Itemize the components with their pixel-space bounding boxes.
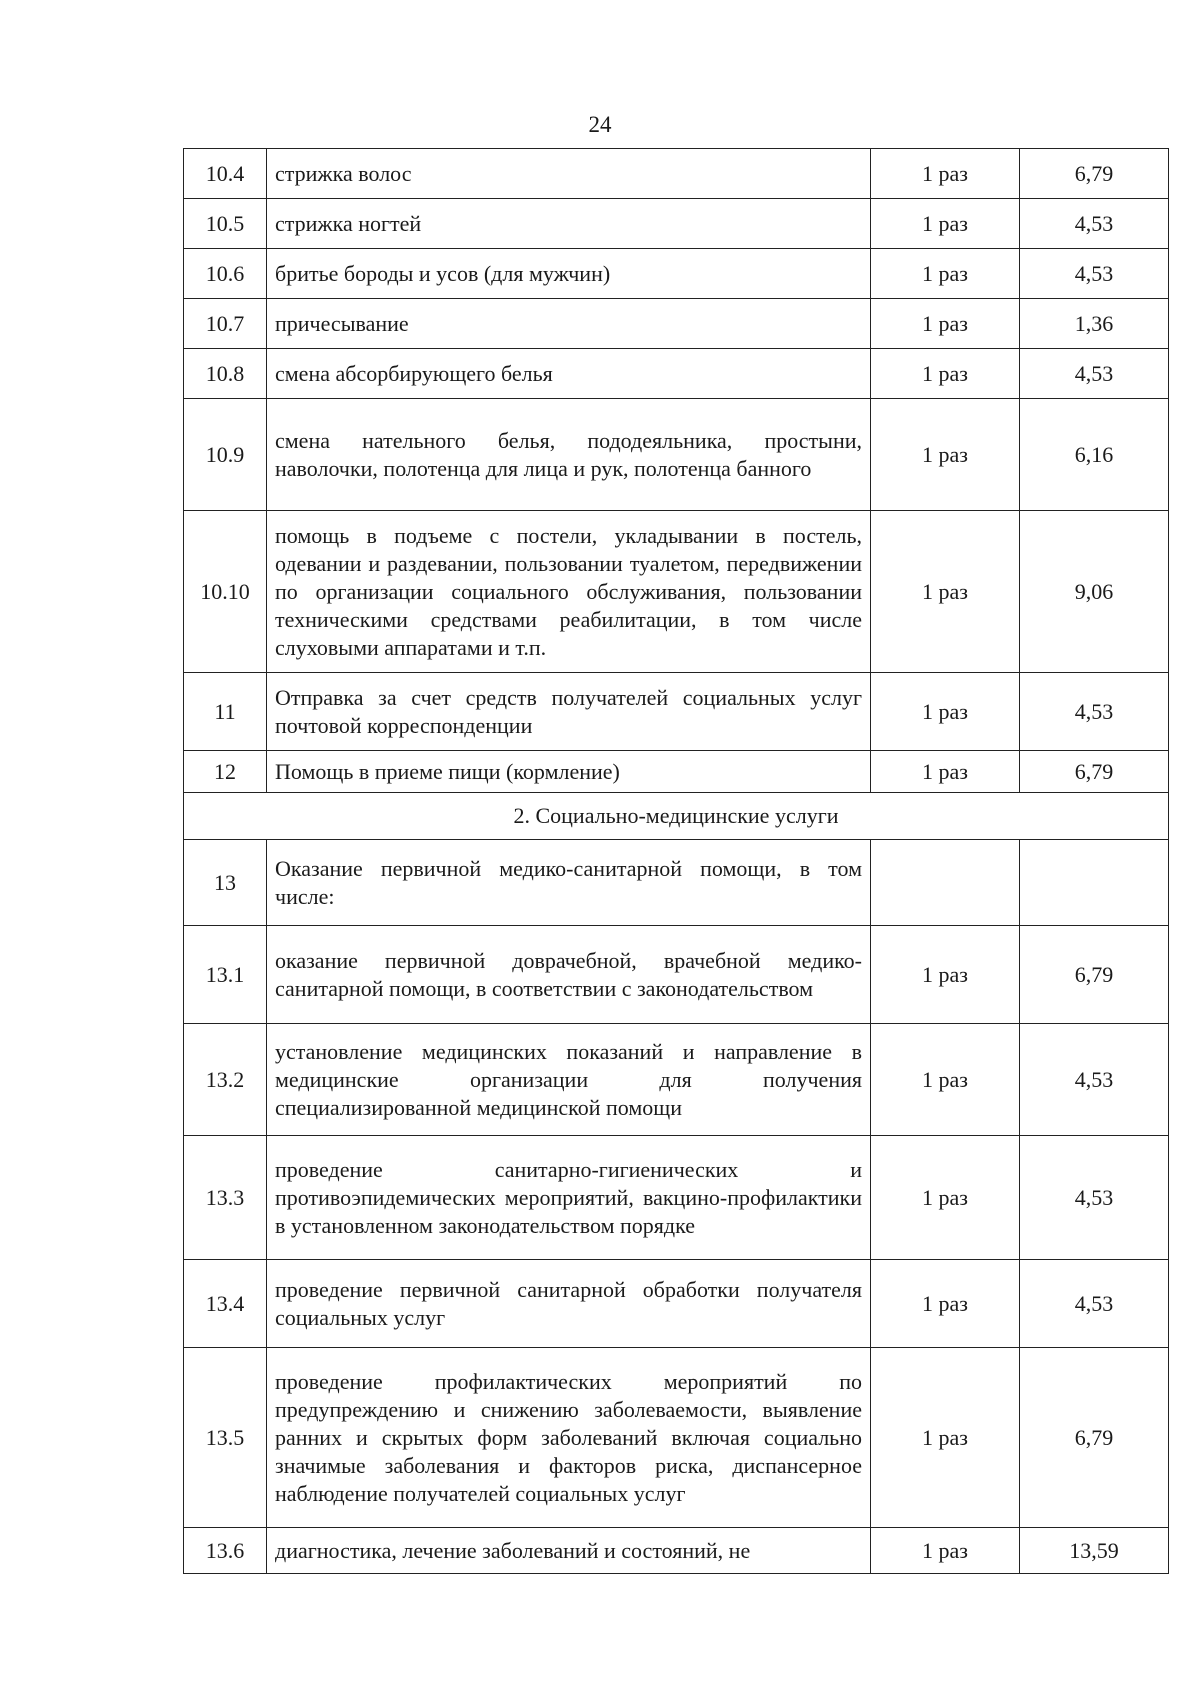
row-number: 12	[184, 751, 267, 793]
row-number: 10.7	[184, 299, 267, 349]
table-row	[184, 1260, 1169, 1348]
service-price: 6,79	[1020, 1348, 1169, 1528]
row-number: 10.10	[184, 511, 267, 673]
service-unit: 1 раз	[871, 1528, 1020, 1574]
service-unit: 1 раз	[871, 299, 1020, 349]
service-description: диагностика, лечение заболеваний и состояний, не	[267, 1528, 871, 1574]
row-number: 13.6	[184, 1528, 267, 1574]
service-description: проведение профилактических мероприятий по предупреждению и снижению заболеваемости, выявление ранних и скрытых форм заболеваний включая социально значимые заболевания и факторов риска, диспансерное наблюдение получателей социальных услуг	[267, 1348, 871, 1528]
service-price: 6,16	[1020, 399, 1169, 511]
service-price: 4,53	[1020, 199, 1169, 249]
table-row	[184, 199, 1169, 249]
row-number: 10.5	[184, 199, 267, 249]
row-number: 13.1	[184, 926, 267, 1024]
table-row	[184, 1024, 1169, 1136]
service-description: смена абсорбирующего белья	[267, 349, 871, 399]
service-price: 6,79	[1020, 751, 1169, 793]
service-price: 4,53	[1020, 673, 1169, 751]
service-unit: 1 раз	[871, 511, 1020, 673]
service-unit: 1 раз	[871, 1260, 1020, 1348]
row-number: 13.2	[184, 1024, 267, 1136]
table-row	[184, 926, 1169, 1024]
table-row	[184, 349, 1169, 399]
row-number: 13.5	[184, 1348, 267, 1528]
row-number: 11	[184, 673, 267, 751]
service-unit: 1 раз	[871, 399, 1020, 511]
service-description: бритье бороды и усов (для мужчин)	[267, 249, 871, 299]
table-row	[184, 299, 1169, 349]
service-unit: 1 раз	[871, 149, 1020, 199]
service-description: причесывание	[267, 299, 871, 349]
service-price: 4,53	[1020, 349, 1169, 399]
service-description: Оказание первичной медико-санитарной помощи, в том числе:	[267, 840, 871, 926]
service-price: 4,53	[1020, 1260, 1169, 1348]
service-description: Отправка за счет средств получателей социальных услуг почтовой корреспонденции	[267, 673, 871, 751]
service-unit: 1 раз	[871, 249, 1020, 299]
table-row	[184, 511, 1169, 673]
page-number: 24	[588, 112, 612, 137]
service-unit: 1 раз	[871, 1024, 1020, 1136]
service-price: 6,79	[1020, 926, 1169, 1024]
service-description: установление медицинских показаний и направление в медицинские организации для получения специализированной медицинской помощи	[267, 1024, 871, 1136]
section-heading: 2. Социально-медицинские услуги	[184, 793, 1169, 840]
row-number: 10.6	[184, 249, 267, 299]
section-row	[184, 793, 1169, 840]
service-description: проведение первичной санитарной обработки получателя социальных услуг	[267, 1260, 871, 1348]
table-row	[184, 751, 1169, 793]
row-number: 10.4	[184, 149, 267, 199]
service-description: помощь в подъеме с постели, укладывании в постель, одевании и раздевании, пользовании туалетом, передвижении по организации социального обслуживания, пользовании техническими средствами реабилитации, в том числе слуховыми аппаратами и т.п.	[267, 511, 871, 673]
service-price: 1,36	[1020, 299, 1169, 349]
service-price: 13,59	[1020, 1528, 1169, 1574]
table-row	[184, 249, 1169, 299]
row-number: 13.4	[184, 1260, 267, 1348]
table-row	[184, 840, 1169, 926]
service-unit: 1 раз	[871, 751, 1020, 793]
service-price	[1020, 840, 1169, 926]
service-unit: 1 раз	[871, 1136, 1020, 1260]
service-description: стрижка волос	[267, 149, 871, 199]
row-number: 13.3	[184, 1136, 267, 1260]
table-row	[184, 1348, 1169, 1528]
service-unit: 1 раз	[871, 673, 1020, 751]
service-price: 9,06	[1020, 511, 1169, 673]
table-row	[184, 149, 1169, 199]
service-unit: 1 раз	[871, 926, 1020, 1024]
service-price: 4,53	[1020, 249, 1169, 299]
service-description: проведение санитарно-гигиенических и противоэпидемических мероприятий, вакцино-профилактики в установленном законодательством порядке	[267, 1136, 871, 1260]
table-row	[184, 1528, 1169, 1574]
services-table	[183, 148, 1169, 1574]
service-unit: 1 раз	[871, 349, 1020, 399]
table-row	[184, 1136, 1169, 1260]
table-row	[184, 673, 1169, 751]
service-unit	[871, 840, 1020, 926]
service-unit: 1 раз	[871, 199, 1020, 249]
service-description: оказание первичной доврачебной, врачебной медико-санитарной помощи, в соответствии с законодательством	[267, 926, 871, 1024]
service-price: 4,53	[1020, 1136, 1169, 1260]
row-number: 10.8	[184, 349, 267, 399]
service-description: Помощь в приеме пищи (кормление)	[267, 751, 871, 793]
service-price: 4,53	[1020, 1024, 1169, 1136]
row-number: 10.9	[184, 399, 267, 511]
row-number: 13	[184, 840, 267, 926]
service-price: 6,79	[1020, 149, 1169, 199]
table-row	[184, 399, 1169, 511]
service-description: смена нательного белья, пододеяльника, простыни, наволочки, полотенца для лица и рук, полотенца банного	[267, 399, 871, 511]
service-unit: 1 раз	[871, 1348, 1020, 1528]
service-description: стрижка ногтей	[267, 199, 871, 249]
